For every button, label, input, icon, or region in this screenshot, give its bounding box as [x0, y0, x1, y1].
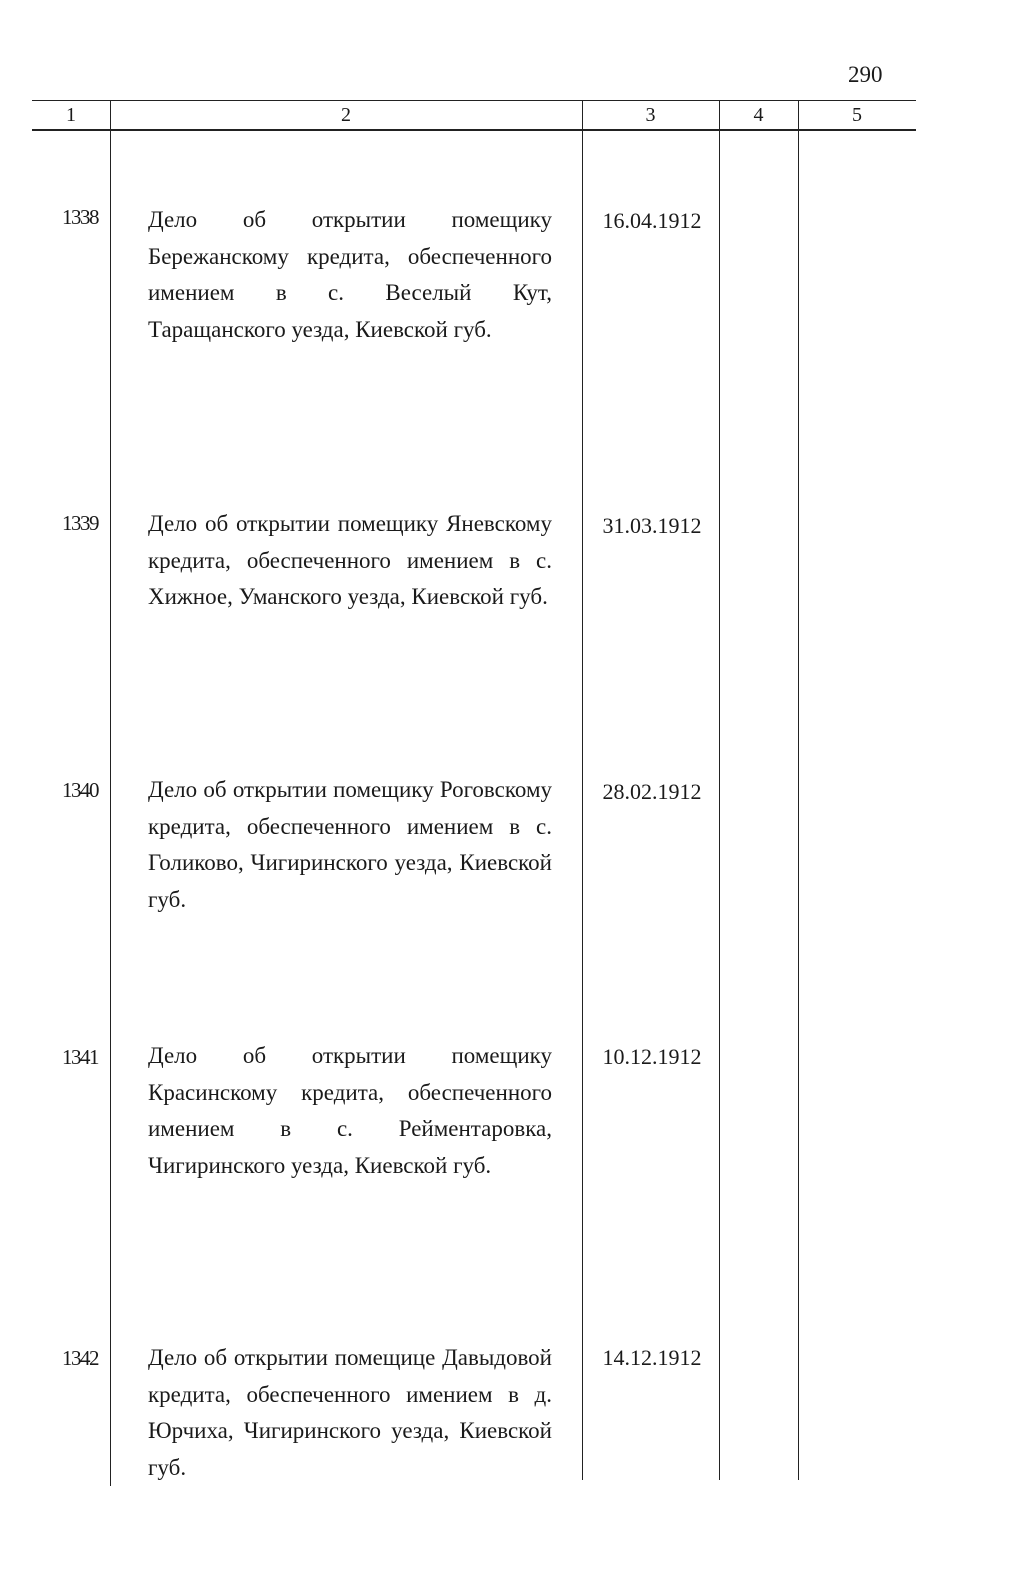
row-number: 1341 — [62, 1045, 98, 1069]
column-header-4: 4 — [753, 104, 764, 126]
row-date: 16.04.1912 — [602, 208, 702, 233]
table-top-rule — [32, 100, 916, 101]
column-divider-3-4 — [719, 100, 720, 1480]
column-header-1: 1 — [66, 104, 76, 126]
column-divider-4-5 — [798, 100, 799, 1480]
row-title: Дело об открытии помещице Давыдовой кредита, обеспеченного имением в д. Юрчиха, Чигиринского уезда, Киевской губ. — [148, 1345, 552, 1480]
row-date: 14.12.1912 — [602, 1345, 702, 1370]
column-header-2: 2 — [341, 104, 351, 126]
page-number: 290 — [848, 62, 883, 87]
row-title: Дело об открытии помещику Роговскому кредита, обеспеченного имением в с. Голиково, Чигиринского уезда, Киевской губ. — [148, 777, 552, 912]
column-header-5: 5 — [852, 104, 862, 126]
row-date: 10.12.1912 — [602, 1044, 702, 1069]
column-header-3: 3 — [645, 104, 656, 126]
column-divider-1-2 — [110, 100, 111, 1486]
row-title: Дело об открытии помещику Бережанскому кредита, обеспеченного имением в с. Веселый Кут, Таращанского уезда, Киевской губ. — [148, 207, 552, 342]
row-number: 1339 — [62, 511, 98, 535]
row-title: Дело об открытии помещику Красинскому кредита, обеспеченного имением в с. Рейментаровка, Чигиринского уезда, Киевской губ. — [148, 1043, 552, 1178]
row-number: 1342 — [62, 1346, 98, 1370]
row-number: 1340 — [62, 778, 98, 802]
row-title: Дело об открытии помещику Яневскому кредита, обеспеченного имением в с. Хижное, Уманского уезда, Киевской губ. — [148, 511, 552, 609]
column-divider-2-3 — [582, 100, 583, 1480]
row-date: 31.03.1912 — [602, 513, 702, 538]
row-date: 28.02.1912 — [602, 779, 702, 804]
row-number: 1338 — [62, 205, 98, 229]
table-header-rule — [32, 129, 916, 131]
